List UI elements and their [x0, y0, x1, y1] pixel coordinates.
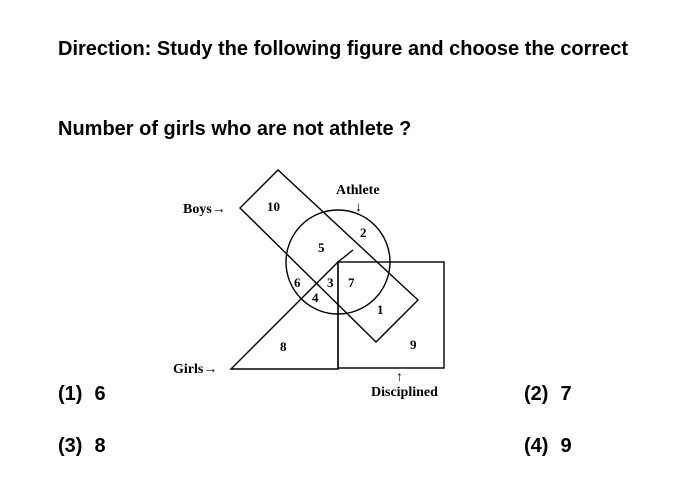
option-number: (3): [58, 435, 83, 457]
option-value: 7: [560, 383, 572, 405]
pointer-line: [338, 250, 353, 262]
region-boys-only: 10: [267, 199, 280, 214]
region-boys-disciplined: 1: [377, 302, 384, 317]
question-text: Number of girls who are not athlete ?: [58, 118, 412, 140]
region-disciplined-only: 9: [410, 337, 417, 352]
option-number: (4): [524, 435, 549, 457]
option-value: 6: [94, 383, 106, 405]
disciplined-arrow-icon: ↑: [396, 370, 403, 385]
region-all-three: 3: [327, 275, 334, 290]
girls-label: Girls→: [173, 362, 218, 377]
option-3[interactable]: [58, 434, 106, 458]
athlete-label: Athlete: [336, 183, 380, 198]
option-4[interactable]: [524, 434, 572, 458]
boys-label: Boys→: [183, 202, 226, 217]
option-value: 8: [94, 435, 106, 457]
athlete-arrow-icon: ↓: [355, 200, 362, 215]
region-girls-athlete: 4: [312, 290, 319, 305]
region-boys-athlete: 2: [360, 225, 367, 240]
option-number: (2): [524, 383, 549, 405]
option-value: 9: [560, 435, 572, 457]
region-athlete-only: 5: [318, 240, 325, 255]
option-2[interactable]: [524, 382, 572, 406]
direction-text: Direction: Study the following figure and choose the correct: [58, 38, 629, 60]
region-girls-only: 8: [280, 339, 287, 354]
disciplined-label: Disciplined: [371, 385, 438, 400]
region-boys-girls-athlete: 6: [294, 275, 301, 290]
region-athlete-disciplined: 7: [348, 275, 355, 290]
option-1[interactable]: [58, 382, 106, 406]
option-number: (1): [58, 383, 83, 405]
boys-rectangle: [240, 170, 418, 342]
